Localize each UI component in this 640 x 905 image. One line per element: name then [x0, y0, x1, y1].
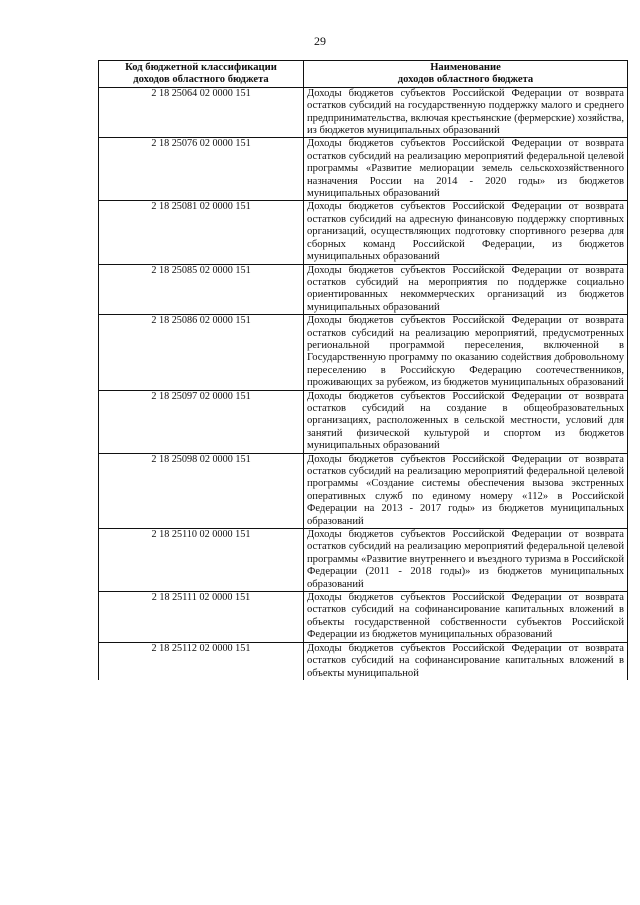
revenue-classification-table [98, 60, 628, 680]
header-name-line-2: доходов областного бюджета [397, 74, 534, 86]
row-code: 2 18 25111 02 0000 151 [99, 592, 304, 643]
row-code: 2 18 25085 02 0000 151 [99, 264, 304, 315]
table-row [99, 264, 628, 315]
page-number: 29 [314, 34, 326, 48]
table-row [99, 529, 628, 592]
table-header [99, 61, 628, 88]
row-code: 2 18 25110 02 0000 151 [99, 529, 304, 592]
row-name: Доходы бюджетов субъектов Российской Федерации от возврата остатков субсидий на реализацию мероприятий, предусмотренных региональной программой переселения, включенной в Государственную программу по оказанию содействия добровольному переселению в Российскую Федерацию соотечественников, проживающих за рубежом, из бюджетов муниципальных образований [304, 315, 628, 390]
header-code [99, 61, 304, 88]
row-code: 2 18 25081 02 0000 151 [99, 201, 304, 264]
row-code: 2 18 25086 02 0000 151 [99, 315, 304, 390]
table-row [99, 390, 628, 453]
row-name: Доходы бюджетов субъектов Российской Федерации от возврата остатков субсидий на реализацию мероприятий федеральной целевой программы «Развитие мелиорации земель сельскохозяйственного назначения России на 2014 - 2020 годы» из бюджетов муниципальных образований [304, 138, 628, 201]
table-row [99, 592, 628, 643]
table-row [99, 138, 628, 201]
header-row [99, 61, 628, 88]
table-row [99, 642, 628, 680]
row-name: Доходы бюджетов субъектов Российской Федерации от возврата остатков субсидий на создание в общеобразовательных организациях, расположенных в сельской местности, условий для занятий физической культурой и спортом из бюджетов муниципальных образований [304, 390, 628, 453]
row-name: Доходы бюджетов субъектов Российской Федерации от возврата остатков субсидий на государственную поддержку малого и среднего предпринимательства, включая крестьянские (фермерские) хозяйства, из бюджетов муниципальных образований [304, 87, 628, 138]
row-code: 2 18 25076 02 0000 151 [99, 138, 304, 201]
table-row [99, 453, 628, 528]
table-row [99, 201, 628, 264]
table-row [99, 87, 628, 138]
row-name: Доходы бюджетов субъектов Российской Федерации от возврата остатков субсидий на реализацию мероприятий федеральной целевой программы «Создание системы обеспечения вызова экстренных оперативных служб по единому номеру «112» в Российской Федерации на 2013 - 2017 годы» из бюджетов муниципальных образований [304, 453, 628, 528]
row-code: 2 18 25112 02 0000 151 [99, 642, 304, 680]
header-name [304, 61, 628, 88]
row-name: Доходы бюджетов субъектов Российской Федерации от возврата остатков субсидий на адресную финансовую поддержку спортивных организаций, осуществляющих подготовку спортивного резерва для сборных команд Российской Федерации, из бюджетов муниципальных образований [304, 201, 628, 264]
header-code-line-1: Код бюджетной классификации [125, 62, 277, 73]
row-name: Доходы бюджетов субъектов Российской Федерации от возврата остатков субсидий на софинансирование капитальных вложений в объекты муниципальной [304, 642, 628, 680]
row-code: 2 18 25064 02 0000 151 [99, 87, 304, 138]
row-code: 2 18 25097 02 0000 151 [99, 390, 304, 453]
row-name: Доходы бюджетов субъектов Российской Федерации от возврата остатков субсидий на софинансирование капитальных вложений в объекты государственной собственности субъектов Российской Федерации из бюджетов муниципальных образований [304, 592, 628, 643]
table-row [99, 315, 628, 390]
row-name: Доходы бюджетов субъектов Российской Федерации от возврата остатков субсидий на мероприятия по поддержке социально ориентированных некоммерческих организаций из бюджетов муниципальных образований [304, 264, 628, 315]
row-name: Доходы бюджетов субъектов Российской Федерации от возврата остатков субсидий на реализацию мероприятий федеральной целевой программы «Развитие внутреннего и въездного туризма в Российской Федерации (2011 - 2018 годы)» из бюджетов муниципальных образований [304, 529, 628, 592]
table-body [99, 87, 628, 680]
header-name-line-1: Наименование [430, 62, 501, 73]
row-code: 2 18 25098 02 0000 151 [99, 453, 304, 528]
header-code-line-2: доходов областного бюджета [133, 74, 269, 86]
